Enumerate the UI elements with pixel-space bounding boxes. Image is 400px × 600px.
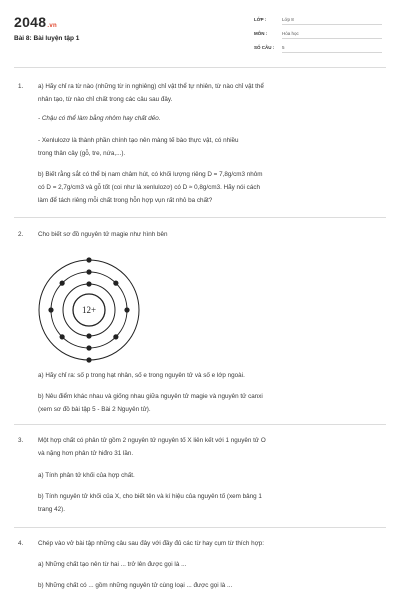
electron — [60, 281, 65, 286]
grade-key: LỚP : — [254, 17, 267, 22]
question-4-stem: Chép vào vở bài tập những câu sau đây với đầy đủ các từ hay cụm từ thích hợp: — [38, 540, 264, 547]
question-3-part-b: b) Tính nguyên tử khối của X, cho biết tên và kí hiệu của nguyên tố (xem bảng 1 — [38, 493, 262, 500]
question-1-part-b: b) Biết rằng sắt có thể bị nam châm hút, có khối lượng riêng D = 7,8g/cm3 nhôm — [38, 171, 263, 178]
question-4-part-a: a) Những chất tạo nên từ hai ... trở lên được gọi là ... — [38, 561, 187, 568]
question-1-part-a-cont: nhân tạo, từ nào chỉ chất trong các câu sau đây. — [38, 96, 173, 103]
count-key: SỐ CÂU : — [254, 45, 275, 50]
electron — [86, 281, 91, 286]
question-3-stem: Một hợp chất có phân tử gồm 2 nguyên tử nguyên tố X liên kết với 1 nguyên tử O — [38, 437, 266, 444]
question-1-sentence-1: - Chậu có thể làm bằng nhôm hay chất dẻo. — [38, 115, 161, 122]
magnesium-atom-diagram — [34, 255, 144, 365]
question-4-number: 4. — [18, 540, 24, 547]
question-1-sentence-2-cont: trong thân cây (gỗ, tre, nứa,...). — [38, 150, 126, 157]
question-divider — [14, 527, 386, 528]
question-1-part-b-cont: có D = 2,7g/cm3 và gỗ tốt (coi như là xenlulozơ) có D ≈ 0,8g/cm3. Hãy nói cách — [38, 184, 260, 191]
electron — [60, 334, 65, 339]
question-2-number: 2. — [18, 231, 24, 238]
grade-value: Lớp 8 — [282, 17, 382, 25]
subject-key: MÔN : — [254, 31, 268, 36]
question-1-number: 1. — [18, 83, 24, 90]
question-2-part-a: a) Hãy chỉ ra: số p trong hạt nhân, số e trong nguyên tử và số e lớp ngoài. — [38, 372, 245, 379]
electron — [86, 345, 91, 350]
question-divider — [14, 424, 386, 425]
question-4-part-b: b) Những chất có ... gồm những nguyên tử cùng loại ... được gọi là ... — [38, 582, 233, 589]
question-3-part-b-cont: trang 42). — [38, 506, 65, 513]
question-1-sentence-2: - Xenlulozơ là thành phần chính tạo nên màng tế bào thực vật, có nhiều — [38, 137, 239, 144]
question-2-part-b: b) Nêu điểm khác nhau và giống nhau giữa nguyên tử magie và nguyên tử canxi — [38, 393, 263, 400]
electron — [86, 257, 91, 262]
question-divider — [14, 217, 386, 218]
question-1-part-a: a) Hãy chỉ ra từ nào (những từ in nghiêng) chỉ vật thể tự nhiên, từ nào chỉ vật thể — [38, 83, 264, 90]
electron — [113, 281, 118, 286]
nucleus-label: 12+ — [81, 305, 97, 315]
question-1-part-b-cont-2: làm để tách riêng mỗi chất trong hỗn hợp vụn rất nhỏ ba chất? — [38, 197, 213, 204]
logo-suffix: .vn — [47, 23, 57, 29]
question-2-stem: Cho biết sơ đồ nguyên tử magie như hình bên — [38, 231, 168, 238]
electron — [124, 307, 129, 312]
subject-value: Hóa học — [282, 31, 382, 39]
electron — [86, 333, 91, 338]
logo-text: 2048 — [14, 14, 47, 30]
electron — [86, 357, 91, 362]
lesson-title: Bài 8: Bài luyện tập 1 — [14, 35, 80, 42]
question-3-number: 3. — [18, 437, 24, 444]
count-value: 5 — [282, 45, 382, 53]
electron — [48, 307, 53, 312]
question-3-stem-cont: và nặng hơn phân tử hiđro 31 lần. — [38, 450, 134, 457]
electron — [86, 269, 91, 274]
question-3-part-a: a) Tính phân tử khối của hợp chất. — [38, 472, 135, 479]
question-2-part-b-cont: (xem sơ đồ bài tập 5 - Bài 2 Nguyên tử). — [38, 406, 151, 413]
electron — [113, 334, 118, 339]
